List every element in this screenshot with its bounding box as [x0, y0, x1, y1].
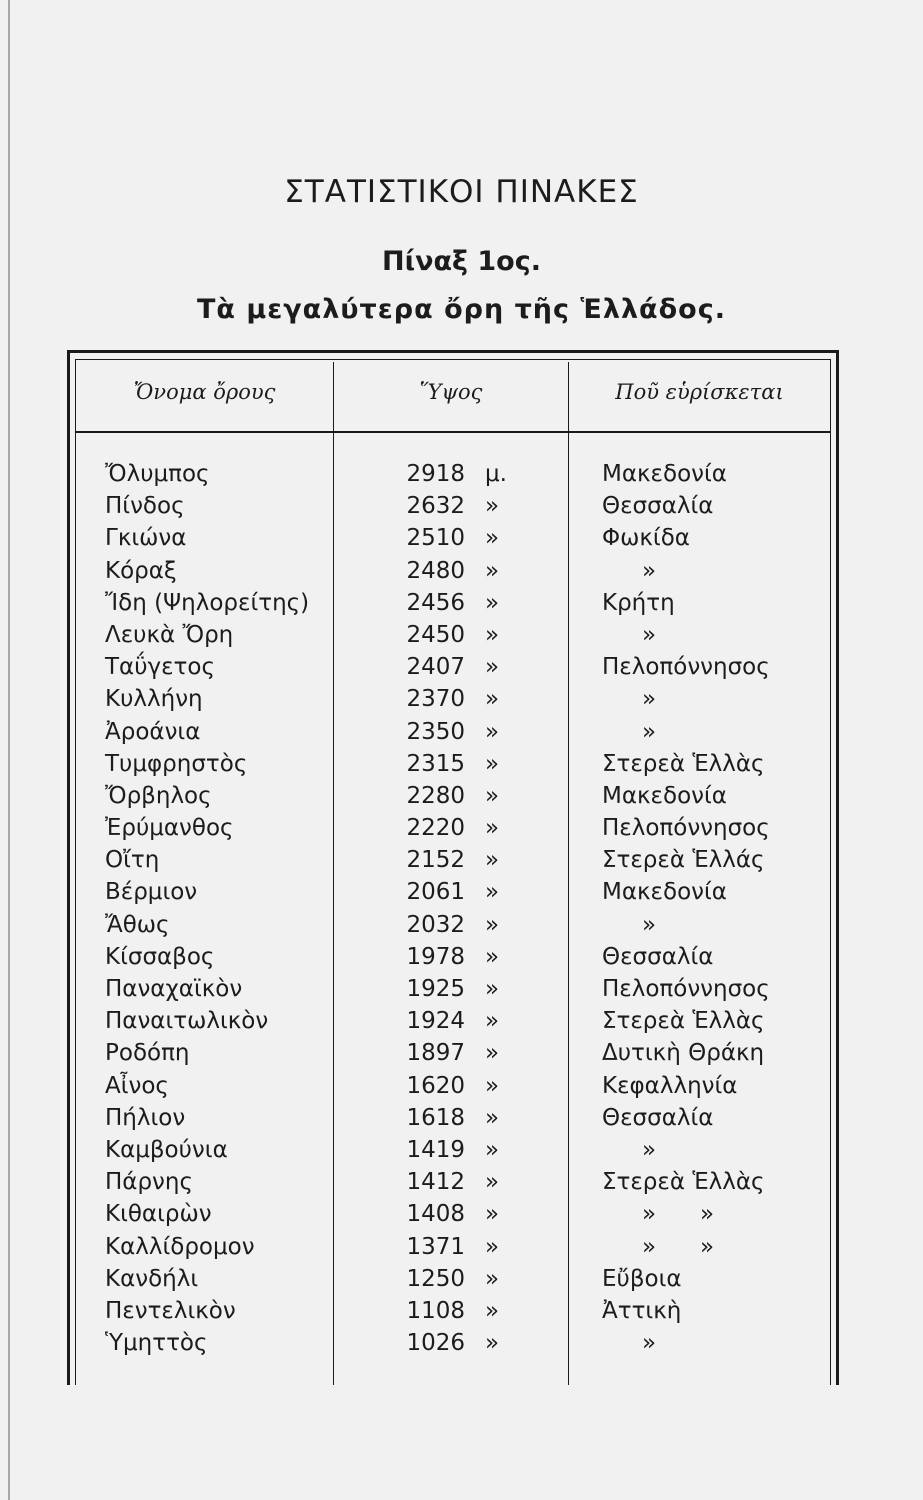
mountain-height: 1924 [406, 1008, 465, 1035]
table-row [0, 490, 923, 522]
mountain-height: 1897 [406, 1040, 465, 1067]
mountain-height: 2456 [406, 589, 465, 616]
table-body [0, 458, 923, 1359]
mountain-location: Θεσσαλία [602, 1104, 714, 1131]
mountain-location: Δυτικὴ Θράκη [602, 1040, 765, 1067]
mountain-location: Πελοπόννησος [602, 654, 770, 681]
table-row [0, 716, 923, 748]
mountain-name: Λευκὰ Ὄρη [105, 621, 234, 648]
table-row [0, 1070, 923, 1102]
table-caption: Τὰ μεγαλύτερα ὄρη τῆς Ἑλλάδος. [197, 294, 726, 325]
mountain-name: Παναιτωλικὸν [105, 1008, 269, 1035]
mountain-name: Ὑμηττὸς [105, 1330, 208, 1357]
table-row [0, 555, 923, 587]
mountain-height: 1371 [406, 1233, 465, 1260]
mountain-location: » » [642, 1233, 715, 1260]
height-unit: » [485, 557, 500, 584]
mountain-location: Πελοπόννησος [602, 815, 770, 842]
mountain-height: 2280 [406, 782, 465, 809]
mountain-name: Οἴτη [105, 847, 160, 874]
mountain-name: Ἐρύμανθος [105, 815, 234, 842]
height-unit: » [485, 1233, 500, 1260]
header-rule [75, 431, 831, 433]
mountain-name: Αἶνος [105, 1072, 169, 1099]
table-row [0, 780, 923, 812]
table-row [0, 1198, 923, 1230]
table-row [0, 1166, 923, 1198]
mountain-location: » [642, 557, 657, 584]
mountain-height: 1108 [406, 1297, 465, 1324]
table-row [0, 458, 923, 490]
mountain-name: Τυμφρηστὸς [105, 750, 248, 777]
table-row [0, 683, 923, 715]
height-unit: » [485, 911, 500, 938]
mountain-height: 2220 [406, 815, 465, 842]
mountain-name: Γκιώνα [105, 525, 187, 552]
mountain-location: Στερεὰ Ἑλλὰς [602, 1169, 765, 1196]
mountain-height: 1620 [406, 1072, 465, 1099]
mountain-name: Κιθαιρὼν [105, 1201, 212, 1228]
height-unit: » [485, 879, 500, 906]
height-unit: » [485, 1104, 500, 1131]
table-row [0, 1231, 923, 1263]
mountain-height: 2350 [406, 718, 465, 745]
mountain-height: 2632 [406, 493, 465, 520]
mountain-height: 2918 [406, 461, 465, 487]
mountain-name: Κανδήλι [105, 1265, 199, 1292]
height-unit: » [485, 1330, 500, 1357]
mountain-height: 2152 [406, 847, 465, 874]
table-row [0, 1102, 923, 1134]
height-unit: » [485, 782, 500, 809]
mountain-name: Ἀροάνια [105, 718, 201, 745]
mountain-name: Παναχαϊκὸν [105, 976, 243, 1002]
table-row [0, 748, 923, 780]
header-name: Ὄνομα ὄρους [133, 380, 276, 404]
mountain-location: Πελοπόννησος [602, 976, 770, 1002]
table-row [0, 1134, 923, 1166]
mountain-height: 1408 [406, 1201, 465, 1228]
mountain-location: Μακεδονία [602, 782, 727, 809]
mountain-location: Στερεὰ Ἑλλάς [602, 847, 765, 874]
table-row [0, 812, 923, 844]
mountain-location: Θεσσαλία [602, 493, 714, 520]
height-unit: » [485, 1201, 500, 1228]
mountain-height: 1618 [406, 1104, 465, 1131]
height-unit: » [485, 1040, 500, 1067]
mountain-location: Κεφαλληνία [602, 1072, 738, 1099]
mountain-name: Πεντελικὸν [105, 1297, 236, 1324]
height-unit: » [485, 976, 500, 1002]
table-row [0, 1263, 923, 1295]
mountain-height: 1419 [406, 1136, 465, 1163]
table-row [0, 941, 923, 973]
mountain-name: Πίνδος [105, 493, 185, 520]
mountain-location: » [642, 621, 657, 648]
mountain-location: Ἀττικὴ [602, 1297, 682, 1324]
height-unit: » [485, 1136, 500, 1163]
height-unit: » [485, 654, 500, 681]
mountain-height: 1250 [406, 1265, 465, 1292]
mountain-height: 2450 [406, 621, 465, 648]
table-row [0, 587, 923, 619]
mountain-name: Κίσσαβος [105, 943, 215, 970]
table-row [0, 844, 923, 876]
table-row [0, 876, 923, 908]
table-row [0, 909, 923, 941]
table-row [0, 1327, 923, 1359]
height-unit: » [485, 1297, 500, 1324]
mountain-location: » [642, 686, 657, 713]
table-row [0, 973, 923, 1005]
height-unit: » [485, 1169, 500, 1196]
mountain-name: Ροδόπη [105, 1040, 190, 1067]
height-unit: » [485, 750, 500, 777]
table-row [0, 1037, 923, 1069]
mountain-height: 1978 [406, 943, 465, 970]
page-title: ΣΤΑΤΙΣΤΙΚΟΙ ΠΙΝΑΚΕΣ [284, 174, 639, 210]
mountain-height: 2480 [406, 557, 465, 584]
mountain-name: Ἴδη (Ψηλορείτης) [105, 589, 310, 616]
mountain-location: Στερεὰ Ἑλλὰς [602, 750, 765, 777]
mountain-height: 2370 [406, 686, 465, 713]
mountain-location: Στερεὰ Ἑλλὰς [602, 1008, 765, 1035]
mountain-height: 2061 [406, 879, 465, 906]
header-location: Ποῦ εὑρίσκεται [615, 380, 784, 404]
table-number: Πίναξ 1ος. [381, 246, 541, 277]
mountain-name: Κυλλήνη [105, 686, 203, 713]
mountain-location: Κρήτη [602, 589, 675, 616]
mountain-name: Ἄθως [105, 911, 170, 938]
mountain-location: » [642, 1136, 657, 1163]
table-row [0, 522, 923, 554]
height-unit: » [485, 493, 500, 520]
mountain-height: 1412 [406, 1169, 465, 1196]
mountain-name: Βέρμιον [105, 879, 198, 906]
mountain-location: » [642, 718, 657, 745]
mountain-height: 2407 [406, 654, 465, 681]
table-row [0, 1005, 923, 1037]
height-unit: » [485, 686, 500, 713]
mountain-location: Μακεδονία [602, 879, 727, 906]
height-unit: » [485, 943, 500, 970]
mountain-name: Καμβούνια [105, 1136, 228, 1163]
height-unit: » [485, 525, 500, 552]
height-unit: » [485, 718, 500, 745]
height-unit: » [485, 847, 500, 874]
table-row [0, 619, 923, 651]
height-unit: » [485, 589, 500, 616]
height-unit: » [485, 815, 500, 842]
mountain-name: Κόραξ [105, 557, 177, 584]
height-unit: » [485, 1008, 500, 1035]
header-height: Ὕψος [419, 380, 483, 404]
mountain-name: Πήλιον [105, 1104, 186, 1131]
mountain-height: 2315 [406, 750, 465, 777]
mountain-height: 2032 [406, 911, 465, 938]
mountain-location: Θεσσαλία [602, 943, 714, 970]
mountain-location: Μακεδονία [602, 461, 727, 487]
mountain-height: 1925 [406, 976, 465, 1002]
mountain-location: Φωκίδα [602, 525, 690, 552]
mountain-location: Εὔβοια [602, 1265, 682, 1292]
mountain-name: Πάρνης [105, 1169, 193, 1196]
mountain-height: 1026 [406, 1330, 465, 1357]
table-top-border-inner [75, 359, 831, 360]
height-unit: » [485, 621, 500, 648]
mountain-location: » [642, 1330, 657, 1357]
mountain-name: Καλλίδρομον [105, 1233, 255, 1260]
mountain-location: » [642, 911, 657, 938]
mountain-name: Ὄλυμπος [105, 461, 210, 487]
mountain-location: » » [642, 1201, 715, 1228]
mountain-name: Ταΰγετος [105, 654, 215, 681]
table-row [0, 1295, 923, 1327]
height-unit: » [485, 1072, 500, 1099]
mountain-name: Ὄρβηλος [105, 782, 212, 809]
mountain-height: 2510 [406, 525, 465, 552]
table-top-border [67, 350, 838, 353]
height-unit: μ. [485, 461, 507, 487]
height-unit: » [485, 1265, 500, 1292]
table-row [0, 651, 923, 683]
